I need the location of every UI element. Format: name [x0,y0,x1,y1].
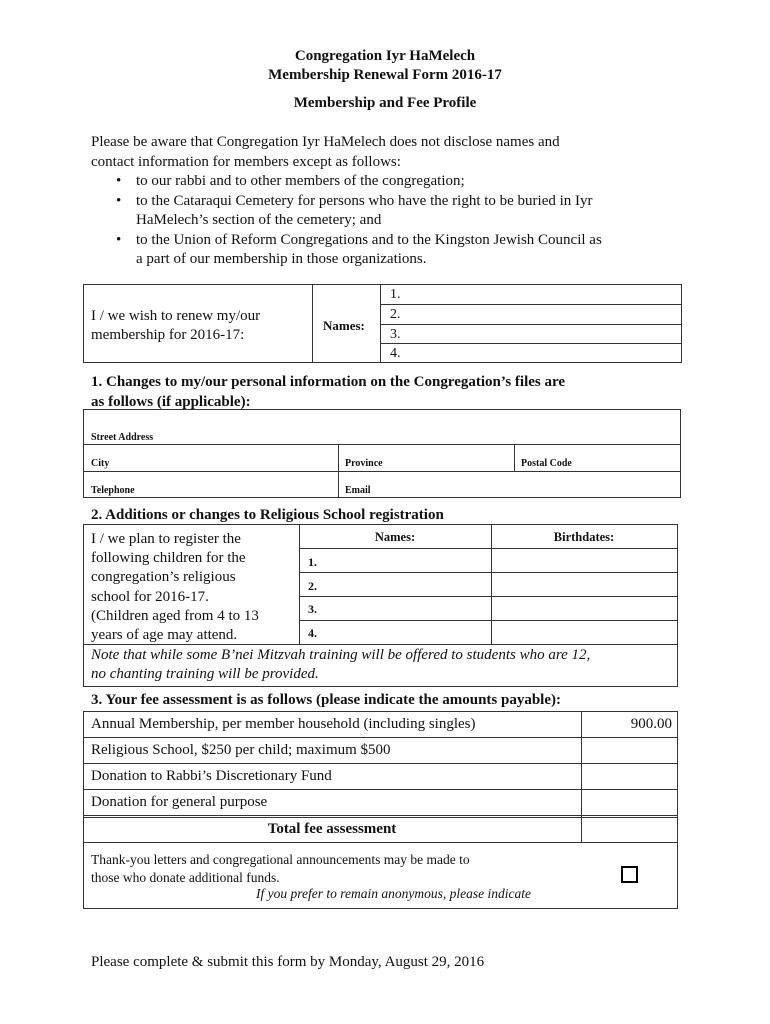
province-field[interactable]: Province [345,458,383,469]
fee-row-2-label: Religious School, $250 per child; maximum $500 [91,742,391,758]
renew-names-label: Names: [323,318,365,333]
child-row-1[interactable]: 1. [308,555,317,569]
email-field[interactable]: Email [345,485,371,496]
form-title: Membership Renewal Form 2016-17 [268,67,502,83]
telephone-field[interactable]: Telephone [91,485,135,496]
intro-line-1: Please be aware that Congregation Iyr HaMelech does not disclose names and [91,134,560,150]
disclosure-list [91,172,691,270]
section-1-heading: 1. Changes to my/our personal information on the Congregation’s files are as follows (if applicable): [91,374,566,410]
street-address-field[interactable]: Street Address [91,432,154,443]
submission-deadline: Please complete & submit this form by Monday, August 29, 2016 [91,954,485,970]
intro-text [91,133,691,270]
children-names-header: Names: [374,530,416,544]
child-row-4[interactable]: 4. [308,626,317,640]
child-row-3[interactable]: 3. [308,602,317,616]
anonymous-note: If you prefer to remain anonymous, please indicate [256,886,531,901]
child-row-2[interactable]: 2. [308,579,317,593]
fee-row-4-label: Donation for general purpose [91,794,268,810]
fee-row-3-label: Donation to Rabbi’s Discretionary Fund [91,768,332,784]
anonymous-checkbox[interactable] [621,866,638,883]
intro-line-2: contact information for members except as follows: [91,153,401,170]
renew-name-row-3[interactable]: 3. [390,327,401,342]
school-description: I / we plan to register the following children for the congregation’s religious school for 2016-17. (Children aged from 4 to 13 years of age may attend. [91,531,259,644]
section-3-heading: 3. Your fee assessment is as follows (please indicate the amounts payable): [91,692,561,708]
school-note: Note that while some B’nei Mitzvah training will be offered to students who are 12, no chanting training will be provided. [91,647,591,682]
fee-row-1-label: Annual Membership, per member household (including singles) [91,716,476,732]
fee-row-1-amount[interactable]: 900.00 [630,716,672,732]
thank-you-note: Thank-you letters and congregational announcements may be made to those who donate additional funds. [91,852,470,885]
form-subtitle: Membership and Fee Profile [293,95,477,111]
postal-code-field[interactable]: Postal Code [521,458,572,469]
renew-statement: I / we wish to renew my/our membership for 2016-17: [91,308,261,343]
list-item: • to the Cataraqui Cemetery for persons who have the right to be buried in Iyr HaMelech’s section of the cemetery; and [91,192,691,231]
list-item: • to our rabbi and to other members of the congregation; [91,172,691,192]
renew-name-row-4[interactable]: 4. [390,346,401,361]
list-item: • to the Union of Reform Congregations and to the Kingston Jewish Council as a part of our membership in those organizations. [91,231,691,270]
section-2-heading: 2. Additions or changes to Religious School registration [91,507,444,523]
total-fee-label: Total fee assessment [267,821,397,837]
birthdates-header: Birthdates: [553,530,615,544]
renew-name-row-2[interactable]: 2. [390,307,401,322]
city-field[interactable]: City [91,458,110,469]
org-title: Congregation Iyr HaMelech [294,48,476,64]
renew-name-row-1[interactable]: 1. [390,287,401,302]
